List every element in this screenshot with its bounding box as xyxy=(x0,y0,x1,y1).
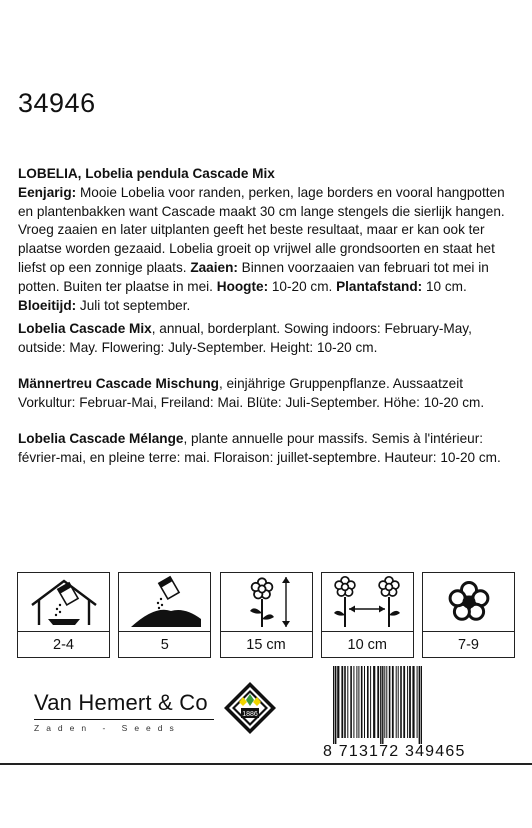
brand-name: Van Hemert & Co xyxy=(34,690,208,715)
barcode-digits: 8 713172 349465 xyxy=(323,743,466,760)
plantafstand-label: Plantafstand: xyxy=(336,278,423,294)
seal-text: 1886 xyxy=(242,711,258,718)
description-french xyxy=(18,430,518,468)
plant-spacing-value: 10 cm xyxy=(322,631,413,657)
barcode-bar xyxy=(356,666,357,738)
barcode-bar xyxy=(392,666,394,738)
barcode-bar xyxy=(370,666,371,738)
brand-divider xyxy=(34,719,214,720)
icon-cell-outdoor-sowing xyxy=(118,572,211,658)
barcode-bar xyxy=(347,666,348,738)
french-name: Lobelia Cascade Mélange xyxy=(18,431,184,446)
barcode-bar xyxy=(361,666,363,738)
english-name: Lobelia Cascade Mix xyxy=(18,321,152,336)
barcode-bar xyxy=(367,666,369,738)
product-code: 34946 xyxy=(18,88,96,118)
icon-cell-plant-spacing xyxy=(321,572,414,658)
description-english xyxy=(18,320,518,358)
barcode-bar xyxy=(386,666,387,738)
barcode-bar xyxy=(337,666,339,738)
dutch-description-text: Mooie Lobelia voor randen, perken, lage borders en vooral hangpotten en plantenbakken want Cascade maakt 30 cm lange stengels die sierlijk hangen. Vroeg zaaien en later uitplanten geeft het beste resultaat, maar er kan ook ter plaatse worden gezaaid. Lobelia groeit op vrijwel alle grondsoorten en staat het liefst op een zonnige plaats. xyxy=(18,184,505,275)
plant-spacing-icon xyxy=(327,575,407,629)
barcode-bar xyxy=(344,666,346,738)
barcode-bar xyxy=(382,666,383,744)
english-text: , annual, borderplant. Sowing indoors: February-May, outside: May. Flowering: July-September. Height: 10-20 cm. xyxy=(18,321,472,355)
barcode-bar xyxy=(358,666,359,738)
french-text: , plante annuelle pour massifs. Semis à l'intérieur: février-mai, en pleine terre: mai. Floraison: juillet-septembre. Hauteur: 10-20 cm. xyxy=(18,431,501,465)
barcode-bar xyxy=(403,666,405,738)
eenjarig-label: Eenjarig: xyxy=(18,184,77,200)
indoor-sowing-months: 2-4 xyxy=(18,631,109,657)
bottom-divider xyxy=(0,763,532,765)
icon-cell-indoor-sowing xyxy=(17,572,110,658)
barcode-bar xyxy=(412,666,414,738)
barcode-bar xyxy=(380,666,381,744)
barcode-bar xyxy=(350,666,352,738)
plantafstand-text: 10 cm. xyxy=(422,278,467,294)
barcode-bar xyxy=(409,666,411,738)
bloeitijd-text: Juli tot september. xyxy=(76,297,191,313)
german-text: , einjährige Gruppenpflanze. Aussaatzeit Vorkultur: Februar-Mai, Freiland: Mai. Blüte: Juli-September. Höhe: 10-20 cm. xyxy=(18,376,485,410)
barcode-bar xyxy=(341,666,343,738)
cultivation-icon-row xyxy=(17,572,515,658)
plant-height-icon xyxy=(226,575,306,629)
bloeitijd-label: Bloeitijd: xyxy=(18,297,77,313)
brand-subtitle: Zaden - Seeds xyxy=(34,723,181,733)
brand-seal-icon xyxy=(222,680,278,736)
description-dutch xyxy=(18,165,518,315)
hoogte-label: Hoogte: xyxy=(216,278,269,294)
barcode-bars xyxy=(323,666,519,744)
barcode-bar xyxy=(400,666,402,738)
icon-cell-flowering xyxy=(422,572,515,658)
barcode-bar xyxy=(384,666,385,738)
product-title: LOBELIA, Lobelia pendula Cascade Mix xyxy=(18,166,275,181)
barcode-bar xyxy=(407,666,408,738)
indoor-sowing-icon xyxy=(24,575,104,629)
zaaien-label: Zaaien: xyxy=(190,259,238,275)
icon-cell-plant-height xyxy=(220,572,313,658)
barcode-bar xyxy=(353,666,354,738)
flowering-months: 7-9 xyxy=(423,631,514,657)
outdoor-sowing-month: 5 xyxy=(119,631,210,657)
barcode-bar xyxy=(335,666,336,744)
barcode-bar xyxy=(421,666,422,744)
barcode-bar xyxy=(417,666,418,738)
plant-height-value: 15 cm xyxy=(221,631,312,657)
german-name: Männertreu Cascade Mischung xyxy=(18,376,219,391)
outdoor-sowing-icon xyxy=(125,575,205,629)
barcode-bar xyxy=(398,666,399,738)
barcode-bar xyxy=(389,666,391,738)
barcode-bar xyxy=(419,666,420,744)
hoogte-text: 10-20 cm. xyxy=(268,278,337,294)
barcode-bar xyxy=(377,666,379,738)
barcode-bar xyxy=(373,666,375,738)
barcode-bar xyxy=(333,666,334,744)
barcode-bar xyxy=(396,666,397,738)
barcode-bar xyxy=(364,666,365,738)
barcode xyxy=(323,666,519,762)
zaaien-text: Binnen voorzaaien van februari tot mei in potten. Buiten ter plaatse in mei. xyxy=(18,259,489,294)
flowering-icon xyxy=(429,575,509,629)
description-german xyxy=(18,375,518,413)
